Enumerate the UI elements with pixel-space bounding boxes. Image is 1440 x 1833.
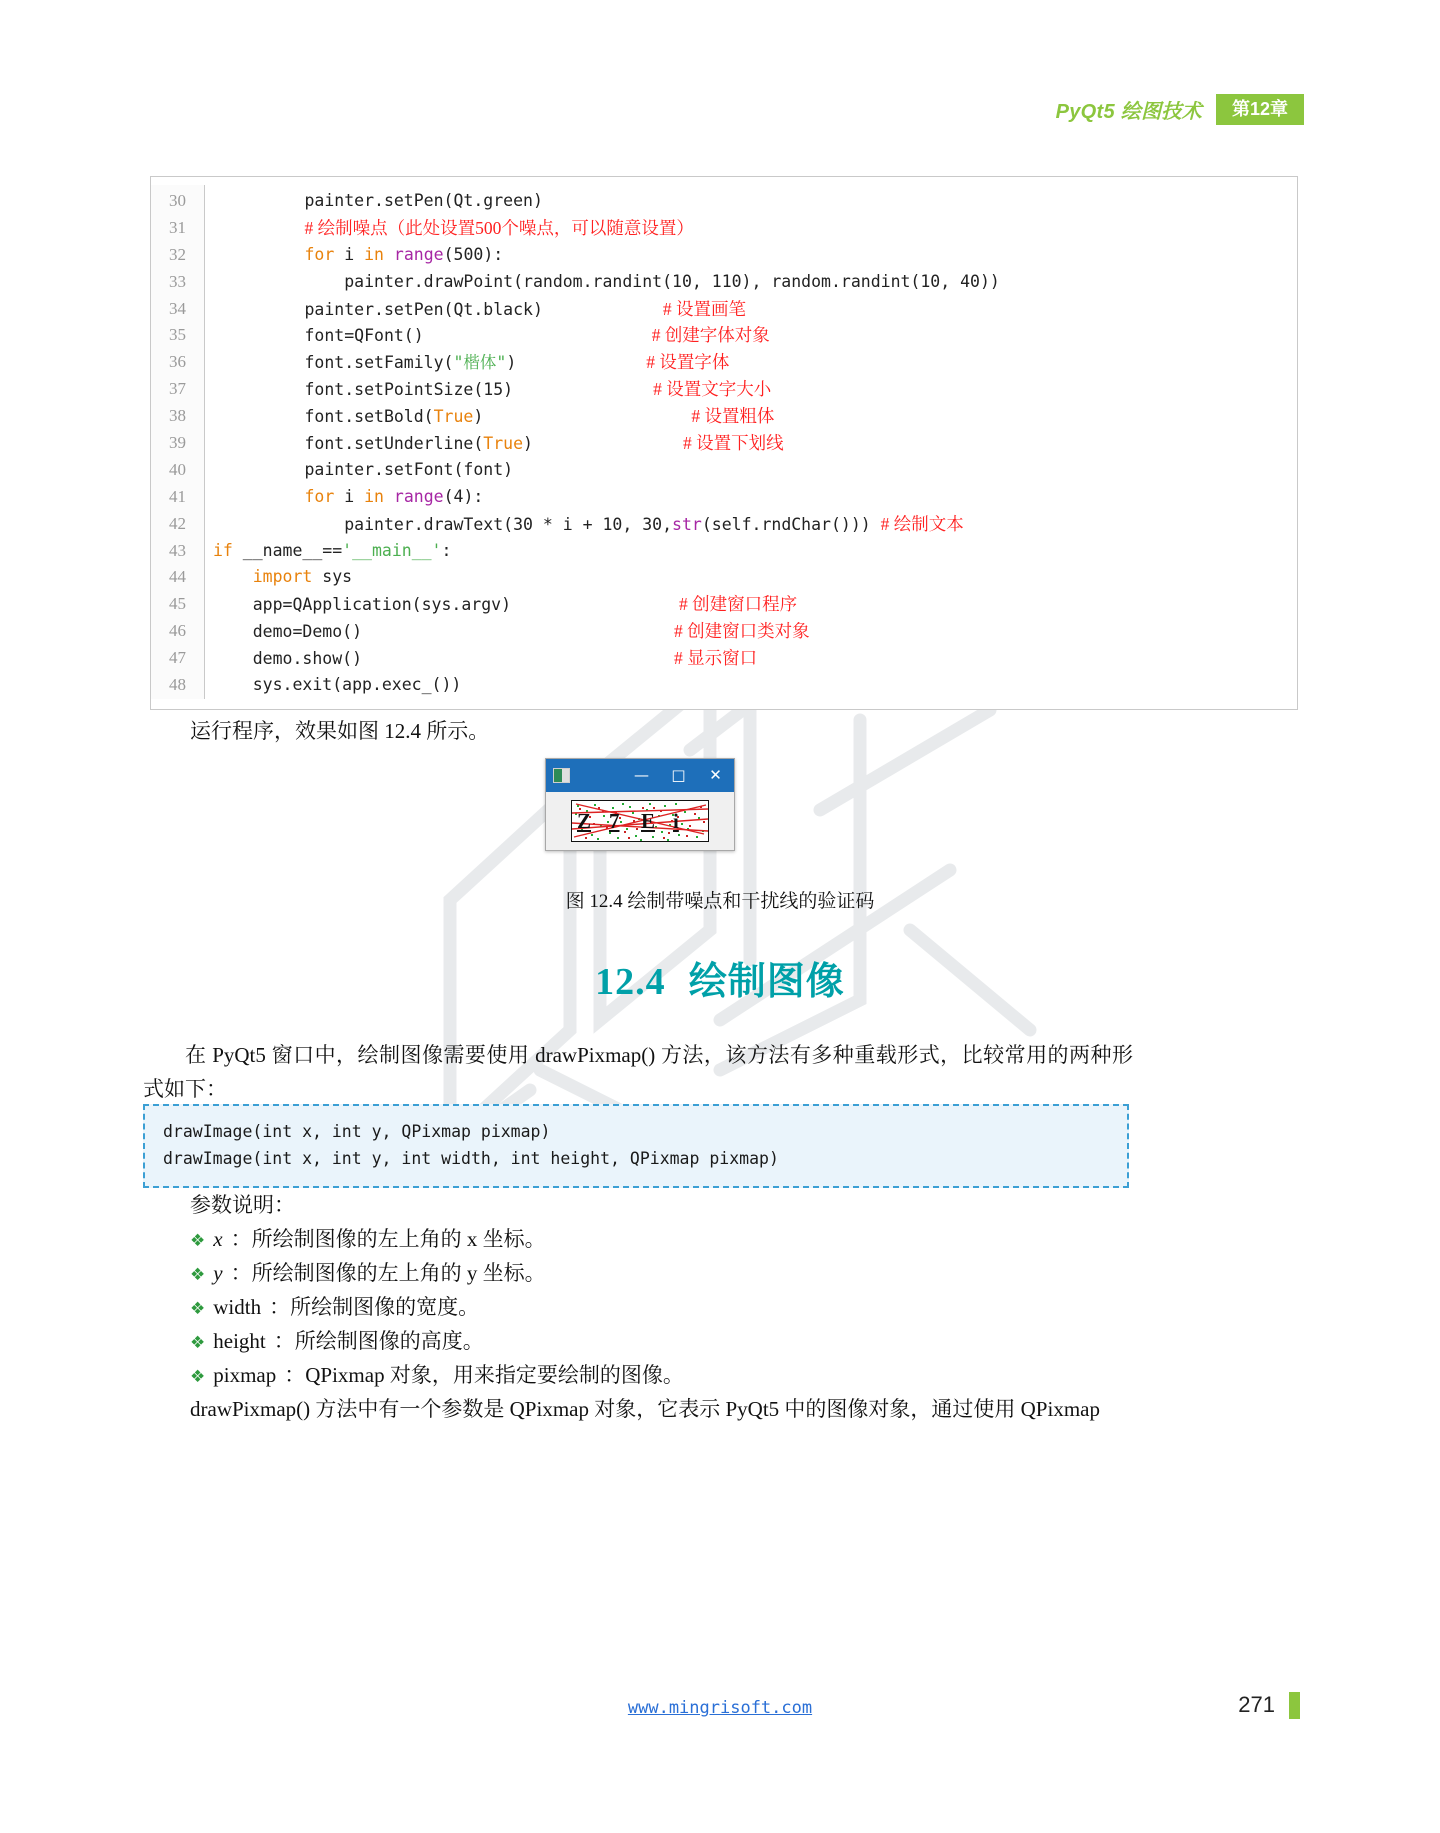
code-comment: # 绘制文本	[880, 513, 964, 534]
chapter-badge: 第12章	[1216, 94, 1304, 125]
param-desc: ：QPixmap 对象，用来指定要绘制的图像。	[284, 1363, 684, 1387]
param-name: width	[213, 1295, 262, 1319]
param-item-height	[190, 1324, 484, 1360]
line-number: 35	[169, 325, 186, 345]
line-number: 37	[169, 379, 186, 399]
code-comment: # 创建窗口类对象	[674, 621, 810, 642]
intro-paragraph: 在 PyQt5 窗口中，绘制图像需要使用 drawPixmap() 方法，该方法有多种重载形式，比较常用的两种形式如下：	[143, 1043, 1133, 1101]
diamond-bullet-icon: ❖	[190, 1367, 206, 1387]
kw-if: if	[213, 540, 233, 560]
syntax-line: drawImage(int x, int y, QPixmap pixmap)	[163, 1122, 551, 1141]
window-controls	[623, 759, 734, 792]
code-comment: # 设置字体	[646, 352, 730, 373]
captcha-characters	[572, 801, 708, 841]
kw-import: import	[252, 567, 313, 587]
code-comment: # 绘制噪点（此处设置500个噪点，可以随意设置）	[304, 217, 694, 238]
code-text: painter.setFont(font)	[225, 459, 514, 479]
maximize-icon[interactable]: □	[671, 766, 686, 784]
footer-url[interactable]: www.mingrisoft.com	[627, 1698, 813, 1718]
param-name: height	[213, 1329, 266, 1353]
close-icon[interactable]: ✕	[709, 766, 722, 784]
code-line-35: font=QFont() # 创建字体对象	[225, 325, 770, 346]
line-number: 31	[169, 217, 186, 237]
code-line-42: painter.drawText(30 * i + 10, 30,str(self.rndChar())) # 绘制文本	[225, 513, 964, 534]
page-number-accent-bar	[1289, 1692, 1300, 1719]
running-header	[1056, 92, 1304, 126]
section-heading	[0, 950, 1440, 1005]
line-number: 48	[169, 675, 186, 695]
captcha-char: i	[673, 808, 679, 833]
line-number: 32	[169, 244, 186, 264]
figure-screenshot	[545, 758, 735, 858]
code-comment: # 显示窗口	[674, 648, 758, 669]
figure-caption: 图 12.4 绘制带噪点和干扰线的验证码	[565, 891, 875, 912]
code-comment: # 设置文字大小	[653, 379, 772, 400]
fn-str: str	[672, 514, 702, 534]
code-line-41: for i in range(4):	[304, 486, 484, 506]
line-number: 45	[169, 594, 186, 614]
diamond-bullet-icon: ❖	[190, 1265, 206, 1285]
params-label: 参数说明：	[190, 1193, 295, 1217]
line-number: 47	[169, 648, 186, 668]
app-icon	[553, 768, 570, 783]
line-number: 41	[169, 486, 186, 506]
run-paragraph: 运行程序，效果如图 12.4 所示。	[190, 719, 490, 743]
fn-range: range	[393, 244, 444, 264]
closing-paragraph: drawPixmap() 方法中有一个参数是 QPixmap 对象，它表示 PyQt5 中的图像对象，通过使用 QPixmap	[190, 1397, 1100, 1421]
line-number: 39	[169, 433, 186, 453]
string-main: '__main__'	[342, 540, 442, 560]
code-text: sys.exit(app.exec_())	[213, 675, 462, 695]
kw-for: for	[304, 486, 335, 506]
code-line-44: import sys	[252, 567, 353, 587]
code-line-30	[225, 188, 1297, 215]
param-desc: ：所绘制图像的左上角的 x 坐标。	[230, 1227, 546, 1251]
param-name: pixmap	[213, 1363, 277, 1387]
section-title: 绘制图像	[688, 961, 845, 1003]
line-number: 46	[169, 621, 186, 641]
code-comment: # 设置下划线	[682, 433, 784, 454]
code-comment: # 创建字体对象	[651, 325, 770, 346]
minimize-icon[interactable]: —	[634, 766, 649, 784]
code-line-numbers	[151, 185, 205, 699]
section-number: 12.4	[595, 961, 666, 1003]
code-line-40	[225, 457, 1297, 484]
line-number: 30	[169, 191, 186, 210]
code-line-43: if __name__=='__main__':	[213, 540, 452, 560]
string-kaiti: "楷体"	[453, 353, 507, 373]
param-item-y	[190, 1256, 546, 1292]
code-comment: # 设置粗体	[691, 406, 775, 427]
code-line-37: font.setPointSize(15) # 设置文字大小	[225, 379, 772, 400]
diamond-bullet-icon: ❖	[190, 1299, 206, 1319]
code-comment: # 创建窗口程序	[679, 594, 798, 615]
code-line-46: demo=Demo() # 创建窗口类对象	[213, 621, 810, 642]
diamond-bullet-icon: ❖	[190, 1231, 206, 1251]
line-number: 42	[169, 513, 186, 533]
syntax-line: drawImage(int x, int y, int width, int height, QPixmap pixmap)	[163, 1149, 779, 1168]
syntax-box	[143, 1104, 1129, 1188]
line-number: 43	[169, 540, 186, 560]
captcha-char: E	[641, 808, 656, 833]
captcha-char: Z	[577, 808, 592, 833]
param-name: x	[213, 1227, 223, 1251]
window-body	[546, 792, 734, 850]
app-window	[545, 758, 735, 851]
param-item-x	[190, 1222, 546, 1258]
code-line-34: painter.setPen(Qt.black) # 设置画笔	[225, 298, 747, 319]
fn-range: range	[393, 486, 444, 506]
code-line-48	[213, 672, 1297, 699]
code-line-38: font.setBold(True) # 设置粗体	[225, 406, 775, 427]
code-comment: # 设置画笔	[662, 298, 747, 319]
line-number: 33	[169, 271, 186, 291]
param-item-width	[190, 1290, 479, 1326]
code-line-36: font.setFamily("楷体") # 设置字体	[225, 352, 730, 373]
captcha-image	[571, 800, 709, 842]
code-block	[150, 176, 1298, 710]
window-titlebar	[546, 759, 734, 792]
kw-true: True	[433, 407, 474, 427]
code-text: painter.drawPoint(random.randint(10, 110), random.randint(10, 40))	[225, 271, 1000, 291]
code-line-45: app=QApplication(sys.argv) # 创建窗口程序	[213, 594, 798, 615]
line-number: 40	[169, 459, 186, 479]
running-header-title: PyQt5 绘图技术	[1055, 100, 1202, 123]
code-text: painter.setPen(Qt.green)	[225, 191, 543, 210]
code-indent	[225, 219, 304, 238]
kw-true: True	[483, 434, 524, 454]
captcha-char: 7	[609, 808, 620, 833]
param-desc: ：所绘制图像的宽度。	[269, 1295, 480, 1319]
diamond-bullet-icon: ❖	[190, 1333, 206, 1353]
kw-in: in	[364, 244, 384, 264]
param-desc: ：所绘制图像的左上角的 y 坐标。	[230, 1261, 546, 1285]
code-line-32: for i in range(500):	[304, 244, 504, 264]
param-item-pixmap	[190, 1358, 684, 1394]
line-number: 34	[169, 298, 186, 318]
param-desc: ：所绘制图像的高度。	[273, 1329, 484, 1353]
line-number: 36	[169, 352, 186, 372]
code-line-39: font.setUnderline(True) # 设置下划线	[225, 433, 784, 454]
line-number: 44	[169, 567, 186, 587]
kw-in: in	[364, 486, 384, 506]
line-number: 38	[169, 406, 186, 426]
code-line-47: demo.show() # 显示窗口	[213, 648, 758, 669]
code-lines	[205, 185, 1297, 699]
code-line-31	[225, 215, 1297, 242]
page-number: 271	[1238, 1692, 1275, 1717]
kw-for: for	[304, 244, 335, 264]
code-line-33	[225, 269, 1297, 296]
param-name: y	[213, 1261, 223, 1285]
